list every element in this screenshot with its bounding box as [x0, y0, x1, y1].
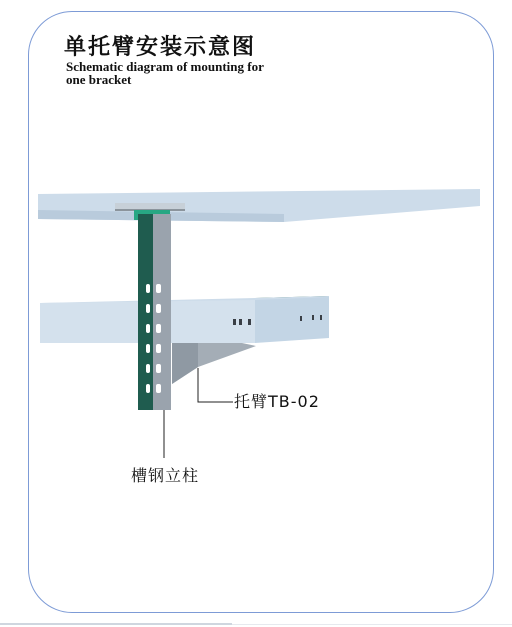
title-english: Schematic diagram of mounting for one bracket — [66, 59, 264, 87]
footer-divider-light — [232, 624, 512, 625]
ceiling-plate — [115, 203, 185, 210]
bracket-arm-shade — [172, 343, 198, 384]
footer-divider — [0, 623, 232, 625]
title-chinese: 单托臂安装示意图 — [64, 35, 257, 60]
bracket-arm-label: 托臂TB-02 — [234, 392, 320, 411]
cable-tray-front — [255, 297, 329, 343]
column-light-face — [153, 214, 171, 410]
arm-leader-line — [198, 368, 233, 402]
column-dark-face — [138, 214, 154, 410]
column-label: 槽钢立柱 — [131, 466, 200, 485]
